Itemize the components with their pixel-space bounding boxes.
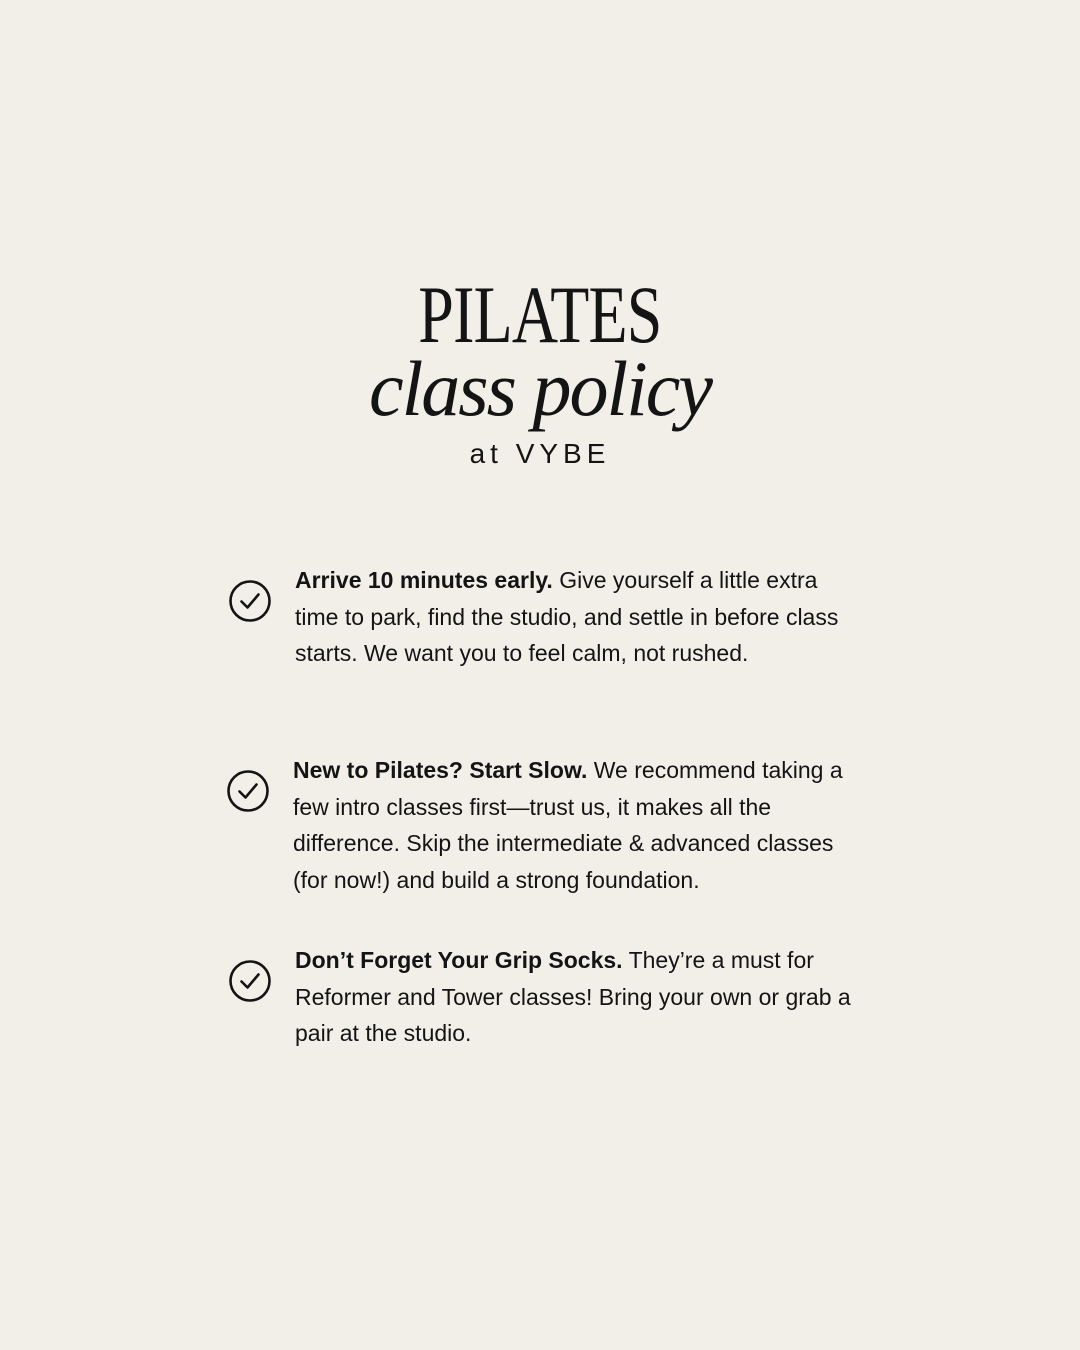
- policy-text: [295, 942, 865, 1052]
- check-circle-icon: [228, 579, 272, 623]
- policy-text: [295, 562, 865, 672]
- check-circle-icon: [228, 959, 272, 1003]
- header: [0, 270, 1080, 470]
- page-title: PILATES: [418, 269, 662, 360]
- policy-heading: Don’t Forget Your Grip Socks.: [295, 947, 623, 973]
- policy-heading: New to Pilates? Start Slow.: [293, 757, 588, 783]
- policy-body: Give yourself a little extra time to park, find the studio, and settle in before class starts. We want you to feel calm, not rushed.: [295, 567, 839, 666]
- policy-heading: Arrive 10 minutes early.: [295, 567, 553, 593]
- studio-tagline: at VYBE: [469, 438, 611, 469]
- policy-text: [293, 752, 863, 898]
- policy-body: We recommend taking a few intro classes first—trust us, it makes all the difference. Skip the intermediate & advanced classes (for now!) and build a strong foundation.: [293, 757, 843, 893]
- page-subtitle: class policy: [368, 345, 712, 432]
- check-circle-icon: [226, 769, 270, 813]
- policy-body: They’re a must for Reformer and Tower classes! Bring your own or grab a pair at the studio.: [295, 947, 851, 1046]
